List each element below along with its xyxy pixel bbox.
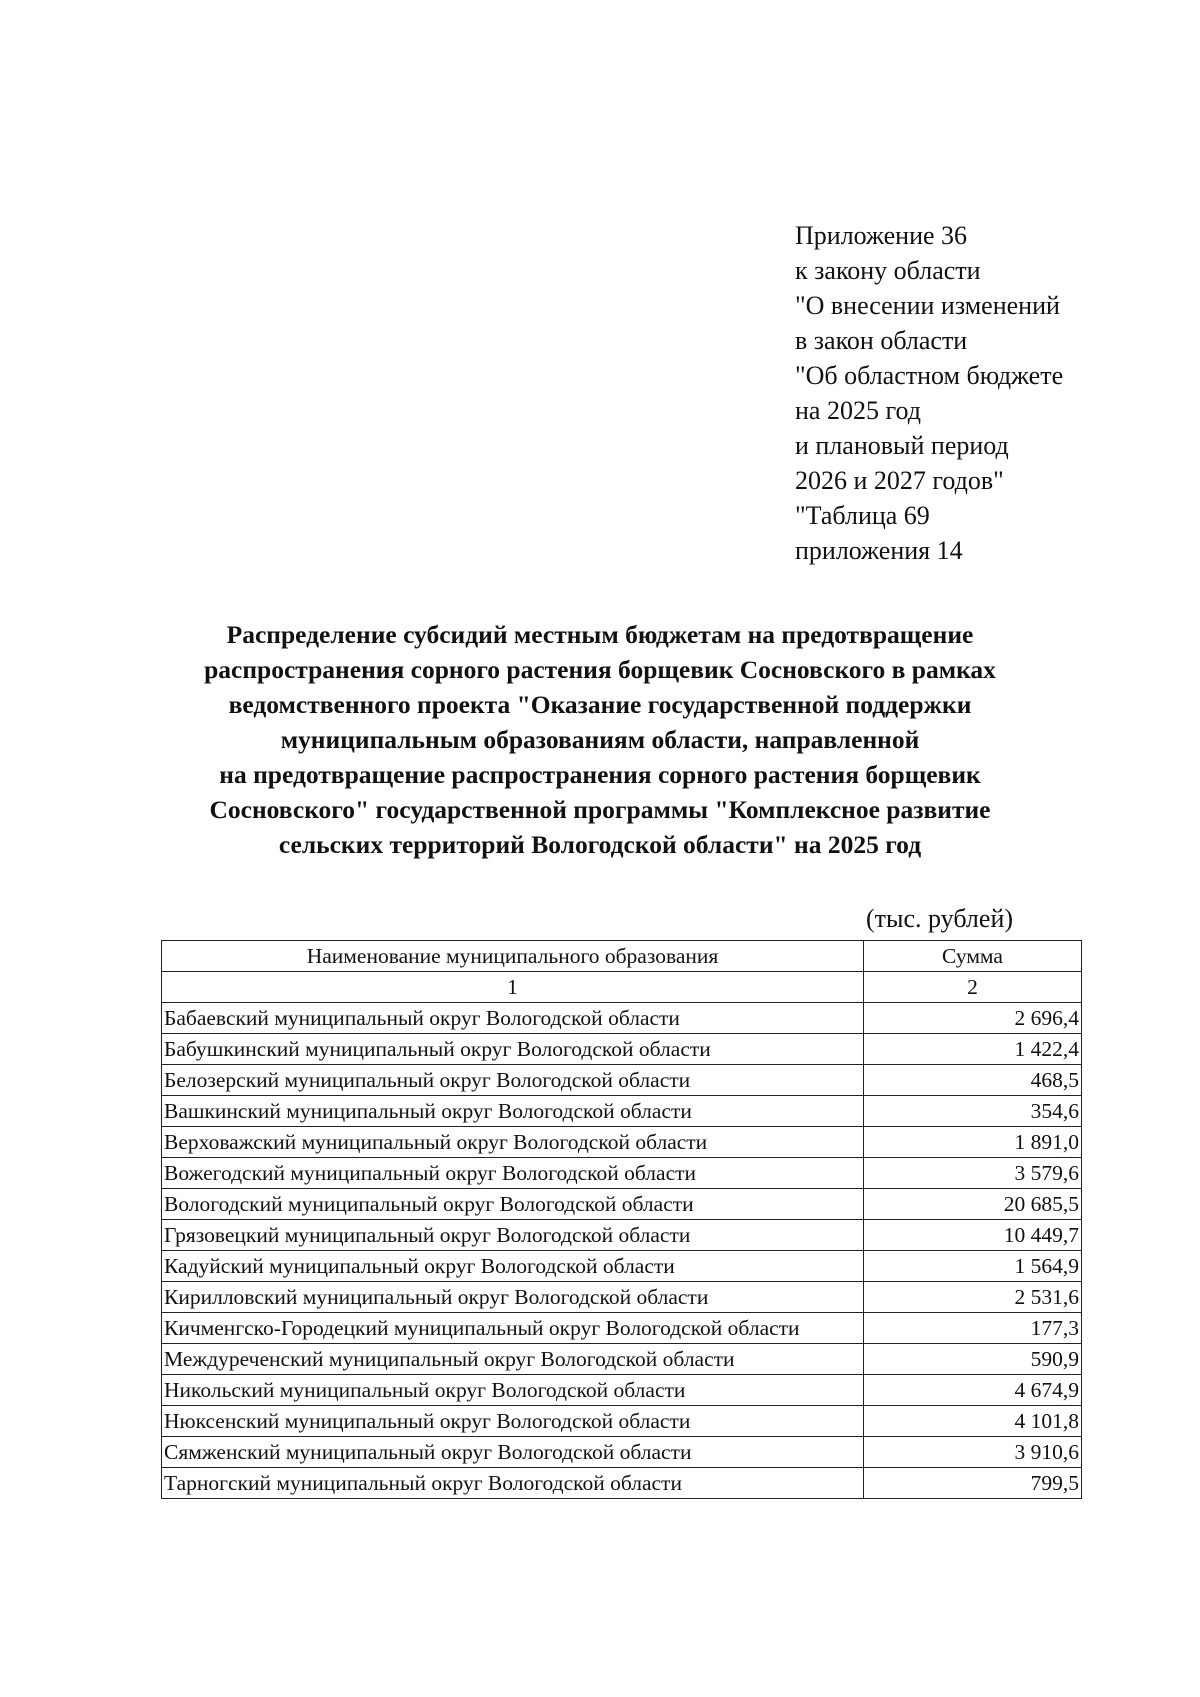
- header-amount-column: Сумма: [864, 941, 1082, 972]
- table-row: [162, 1313, 1082, 1344]
- subsidy-amount: 4 101,8: [864, 1406, 1082, 1437]
- annex-line: и плановый период: [795, 431, 1009, 460]
- annex-line: приложения 14: [795, 536, 963, 565]
- subsidy-amount: 4 674,9: [864, 1375, 1082, 1406]
- table-header-row: [162, 941, 1082, 972]
- annex-line: 2026 и 2027 годов": [795, 466, 1004, 495]
- subsidy-amount: 590,9: [864, 1344, 1082, 1375]
- municipality-name: Верховажский муниципальный округ Вологодской области: [162, 1127, 864, 1158]
- subsidy-amount: 354,6: [864, 1096, 1082, 1127]
- municipality-name: Сямженский муниципальный округ Вологодской области: [162, 1437, 864, 1468]
- municipality-name: Кичменгско-Городецкий муниципальный округ Вологодской области: [162, 1313, 864, 1344]
- subsidy-amount: 3 579,6: [864, 1158, 1082, 1189]
- title-line: ведомственного проекта "Оказание государственной поддержки: [228, 690, 972, 719]
- subsidy-amount: 799,5: [864, 1468, 1082, 1499]
- municipality-name: Вологодский муниципальный округ Вологодской области: [162, 1189, 864, 1220]
- subsidy-amount: 20 685,5: [864, 1189, 1082, 1220]
- table-row: [162, 1003, 1082, 1034]
- municipality-name: Тарногский муниципальный округ Вологодской области: [162, 1468, 864, 1499]
- subsidy-amount: 1 891,0: [864, 1127, 1082, 1158]
- municipality-name: Белозерский муниципальный округ Вологодской области: [162, 1065, 864, 1096]
- municipality-name: Междуреченский муниципальный округ Вологодской области: [162, 1344, 864, 1375]
- municipality-name: Никольский муниципальный округ Вологодской области: [162, 1375, 864, 1406]
- annex-header: [795, 218, 1063, 568]
- document-title: [150, 617, 1050, 862]
- table-row: [162, 1065, 1082, 1096]
- title-line: на предотвращение распространения сорного растения борщевик: [219, 760, 981, 789]
- header-name-column: Наименование муниципального образования: [162, 941, 864, 972]
- annex-line: к закону области: [795, 256, 981, 285]
- table-row: [162, 1251, 1082, 1282]
- table-row: [162, 1127, 1082, 1158]
- title-line: муниципальным образованиям области, направленной: [280, 725, 920, 754]
- table-row: [162, 1375, 1082, 1406]
- subsidy-amount: 177,3: [864, 1313, 1082, 1344]
- municipality-name: Вожегодский муниципальный округ Вологодской области: [162, 1158, 864, 1189]
- column-number-1: 1: [162, 972, 864, 1003]
- municipality-name: Бабаевский муниципальный округ Вологодской области: [162, 1003, 864, 1034]
- table-row: [162, 1437, 1082, 1468]
- title-line: Сосновского" государственной программы "Комплексное развитие: [209, 795, 991, 824]
- units-note: (тыс. рублей): [866, 904, 1014, 933]
- subsidy-amount: 3 910,6: [864, 1437, 1082, 1468]
- annex-line: "Об областном бюджете: [795, 361, 1064, 390]
- column-number-row: [162, 972, 1082, 1003]
- subsidy-amount: 1 422,4: [864, 1034, 1082, 1065]
- table-row: [162, 1344, 1082, 1375]
- table-row: [162, 1096, 1082, 1127]
- table-row: [162, 1189, 1082, 1220]
- title-line: Распределение субсидий местным бюджетам на предотвращение: [226, 620, 974, 649]
- municipality-name: Грязовецкий муниципальный округ Вологодской области: [162, 1220, 864, 1251]
- table-row: [162, 1468, 1082, 1499]
- annex-line: "О внесении изменений: [795, 291, 1060, 320]
- municipality-name: Бабушкинский муниципальный округ Вологодской области: [162, 1034, 864, 1065]
- annex-line: "Таблица 69: [795, 501, 930, 530]
- municipality-name: Нюксенский муниципальный округ Вологодской области: [162, 1406, 864, 1437]
- title-line: сельских территорий Вологодской области" на 2025 год: [278, 830, 922, 859]
- subsidy-table: [161, 940, 1082, 1499]
- annex-line: в закон области: [795, 326, 968, 355]
- subsidy-amount: 2 696,4: [864, 1003, 1082, 1034]
- table-row: [162, 1282, 1082, 1313]
- municipality-name: Кирилловский муниципальный округ Вологодской области: [162, 1282, 864, 1313]
- annex-line: Приложение 36: [795, 221, 968, 250]
- municipality-name: Вашкинский муниципальный округ Вологодской области: [162, 1096, 864, 1127]
- annex-line: на 2025 год: [795, 396, 921, 425]
- table-row: [162, 1158, 1082, 1189]
- municipality-name: Кадуйский муниципальный округ Вологодской области: [162, 1251, 864, 1282]
- subsidy-amount: 468,5: [864, 1065, 1082, 1096]
- column-number-2: 2: [864, 972, 1082, 1003]
- table-row: [162, 1406, 1082, 1437]
- subsidy-amount: 10 449,7: [864, 1220, 1082, 1251]
- subsidy-amount: 1 564,9: [864, 1251, 1082, 1282]
- table-row: [162, 1034, 1082, 1065]
- subsidy-amount: 2 531,6: [864, 1282, 1082, 1313]
- title-line: распространения сорного растения борщевик Сосновского в рамках: [204, 655, 996, 684]
- table-row: [162, 1220, 1082, 1251]
